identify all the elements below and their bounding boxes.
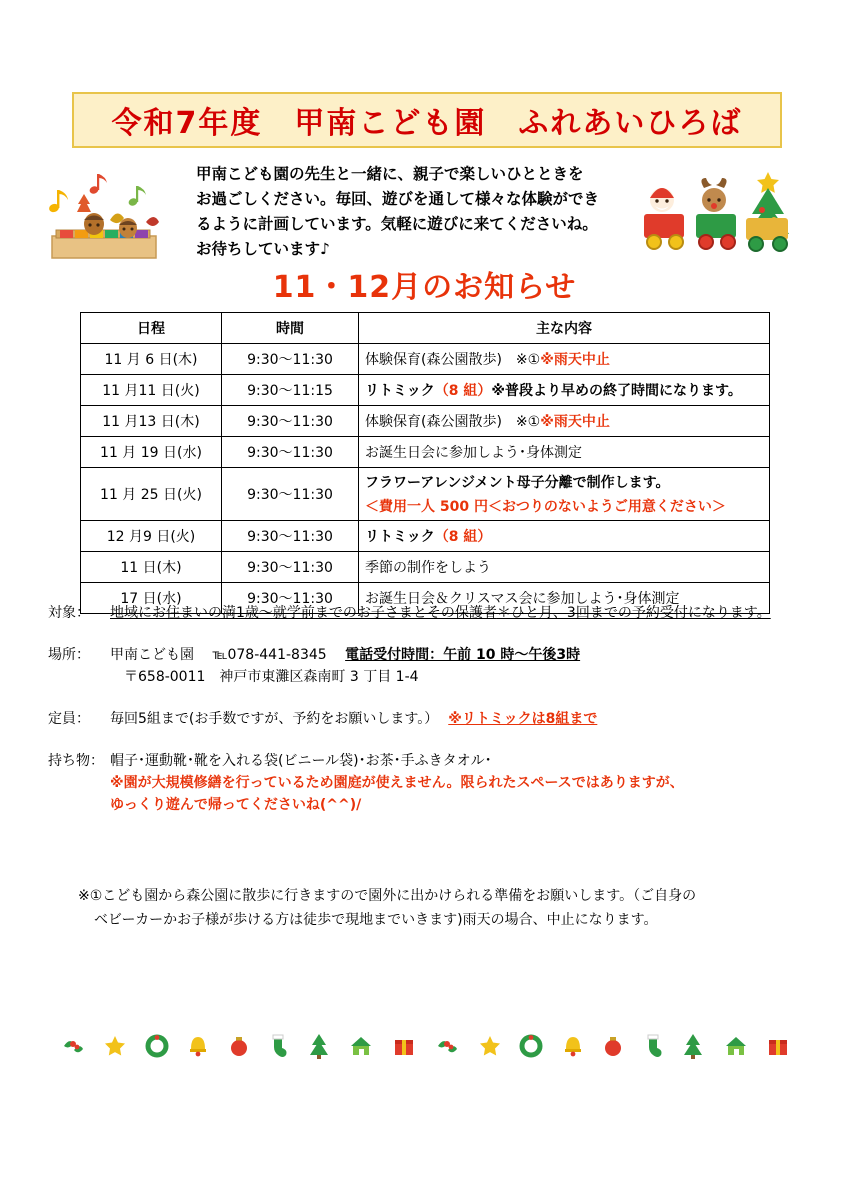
cell-content: お誕生日会＆クリスマス会に参加しよう･身体測定 bbox=[359, 583, 770, 614]
cell-date: 11 月 19 日(水) bbox=[81, 437, 222, 468]
content-main: 体験保育(森公園散歩) ※① bbox=[365, 414, 541, 430]
table-row bbox=[81, 521, 770, 552]
info-row-belongings bbox=[48, 750, 808, 816]
info-note-belongings-2: ゆっくり遊んで帰ってくださいね(^^)/ bbox=[110, 797, 362, 813]
star-icon bbox=[104, 1035, 126, 1061]
table-row bbox=[81, 344, 770, 375]
info-label-place: 場所： bbox=[48, 647, 90, 663]
table-row bbox=[81, 375, 770, 406]
table-row bbox=[81, 406, 770, 437]
table-row bbox=[81, 552, 770, 583]
intro-line-3: るように計画しています。気軽に遊びに来てくださいね。 bbox=[196, 215, 598, 233]
info-block bbox=[48, 602, 808, 836]
cell-content: 季節の制作をしよう bbox=[359, 552, 770, 583]
info-text-capacity: 毎回5組まで(お手数ですが、予約をお願いします。） bbox=[110, 711, 439, 727]
info-label-capacity: 定員： bbox=[48, 711, 90, 727]
headline: 11・12月のお知らせ bbox=[272, 270, 577, 305]
info-row-target bbox=[48, 602, 808, 624]
column-header-date: 日程 bbox=[81, 313, 222, 344]
bell-icon bbox=[187, 1034, 209, 1062]
cell-content bbox=[359, 375, 770, 406]
cell-time: 9:30～11:30 bbox=[222, 468, 359, 521]
title-banner bbox=[72, 92, 782, 148]
christmas-train-illustration bbox=[622, 164, 802, 274]
content-tail: ※普段より早めの終了時間になります。 bbox=[491, 383, 742, 399]
content-red: （8 組） bbox=[434, 383, 492, 399]
xylophone-autumn-illustration bbox=[36, 168, 186, 268]
page-title: 令和7年度 甲南こども園 ふれあいひろば bbox=[111, 106, 743, 141]
schedule-table bbox=[80, 312, 770, 614]
content-secondary: ＜費用一人 500 円＜おつりのないようご用意ください＞ bbox=[365, 499, 726, 515]
gift-icon bbox=[392, 1034, 416, 1062]
bottom-border-art bbox=[60, 1028, 790, 1068]
content-main: リトミック bbox=[365, 383, 435, 399]
ornament-icon bbox=[602, 1034, 624, 1062]
cell-time: 9:30～11:30 bbox=[222, 552, 359, 583]
content-main: フラワーアレンジメント母子分離で制作します。 bbox=[365, 475, 670, 491]
cell-content bbox=[359, 344, 770, 375]
stocking-icon bbox=[643, 1033, 663, 1063]
christmas-tree-icon bbox=[307, 1032, 331, 1064]
info-label-target: 対象： bbox=[48, 605, 90, 621]
intro-line-4: お待ちしています♪ bbox=[196, 240, 330, 258]
cell-date: 11 月13 日(木) bbox=[81, 406, 222, 437]
cell-date: 12 月9 日(火) bbox=[81, 521, 222, 552]
cell-content bbox=[359, 468, 770, 521]
cell-time: 9:30～11:30 bbox=[222, 344, 359, 375]
content-main: リトミック bbox=[365, 529, 435, 545]
cell-content: お誕生日会に参加しよう･身体測定 bbox=[359, 437, 770, 468]
info-note-target: ＊ひと月、3回までの予約受付になります。 bbox=[496, 605, 771, 621]
content-red: ※雨天中止 bbox=[540, 352, 610, 368]
cell-date: 17 日(水) bbox=[81, 583, 222, 614]
column-header-time: 時間 bbox=[222, 313, 359, 344]
holly-icon bbox=[434, 1034, 460, 1062]
cell-date: 11 月11 日(火) bbox=[81, 375, 222, 406]
table-header-row bbox=[81, 313, 770, 344]
house-icon bbox=[724, 1034, 748, 1062]
ornament-icon bbox=[228, 1034, 250, 1062]
cell-time: 9:30～11:30 bbox=[222, 583, 359, 614]
content-main: 体験保育(森公園散歩) ※① bbox=[365, 352, 541, 368]
info-phone: ℡078-441-8345 bbox=[212, 647, 327, 663]
content-red: （8 組） bbox=[434, 529, 492, 545]
footnote-line-2: ベビーカーかお子様が歩ける方は徒歩で現地までいきます)雨天の場合、中止になります。 bbox=[94, 912, 658, 928]
content-red: ※雨天中止 bbox=[540, 414, 610, 430]
column-header-content: 主な内容 bbox=[359, 313, 770, 344]
cell-date: 11 日(木) bbox=[81, 552, 222, 583]
intro-line-2: お過ごしください。毎回、遊びを通して様々な体験ができ bbox=[196, 190, 600, 208]
cell-time: 9:30～11:30 bbox=[222, 406, 359, 437]
intro-line-1: 甲南こども園の先生と一緒に、親子で楽しいひとときを bbox=[196, 165, 584, 183]
wreath-icon bbox=[145, 1034, 169, 1062]
star-icon bbox=[479, 1035, 501, 1061]
cell-time: 9:30～11:30 bbox=[222, 437, 359, 468]
cell-content bbox=[359, 406, 770, 437]
cell-date: 11 月 6 日(木) bbox=[81, 344, 222, 375]
table-row bbox=[81, 468, 770, 521]
footnote-line-1: ※①こども園から森公園に散歩に行きますので園外に出かけられる準備をお願いします。（ご自身の bbox=[78, 888, 697, 904]
bell-icon bbox=[562, 1034, 584, 1062]
info-row-place bbox=[48, 644, 808, 688]
info-label-belongings: 持ち物： bbox=[48, 753, 104, 769]
info-address: 〒658-0011 神戸市東灘区森南町 3 丁目 1-4 bbox=[124, 669, 419, 685]
gift-icon bbox=[766, 1034, 790, 1062]
cell-time: 9:30～11:30 bbox=[222, 521, 359, 552]
christmas-tree-icon bbox=[681, 1032, 705, 1064]
info-phone-hours: 電話受付時間：午前 10 時～午後3時 bbox=[345, 647, 581, 663]
wreath-icon bbox=[519, 1034, 543, 1062]
cell-date: 11 月 25 日(火) bbox=[81, 468, 222, 521]
info-note-capacity: ※リトミックは8組まで bbox=[448, 711, 598, 727]
footnote-block bbox=[78, 884, 778, 932]
stocking-icon bbox=[268, 1033, 288, 1063]
table-row bbox=[81, 437, 770, 468]
info-row-capacity bbox=[48, 708, 808, 730]
holly-icon bbox=[60, 1034, 86, 1062]
info-note-belongings-1: ※園が大規模修繕を行っているため園庭が使えません。限られたスペースではありますが、 bbox=[110, 775, 684, 791]
house-icon bbox=[349, 1034, 373, 1062]
cell-content bbox=[359, 521, 770, 552]
info-text-belongings: 帽子･運動靴･靴を入れる袋(ビニール袋)･お茶･手ふきタオル･ bbox=[110, 753, 492, 769]
intro-paragraph bbox=[196, 162, 616, 262]
info-text-target: 地域にお住まいの満1歳～就学前までのお子さまとその保護者 bbox=[110, 605, 497, 621]
cell-time: 9:30～11:15 bbox=[222, 375, 359, 406]
info-text-place: 甲南こども園 bbox=[110, 647, 194, 663]
